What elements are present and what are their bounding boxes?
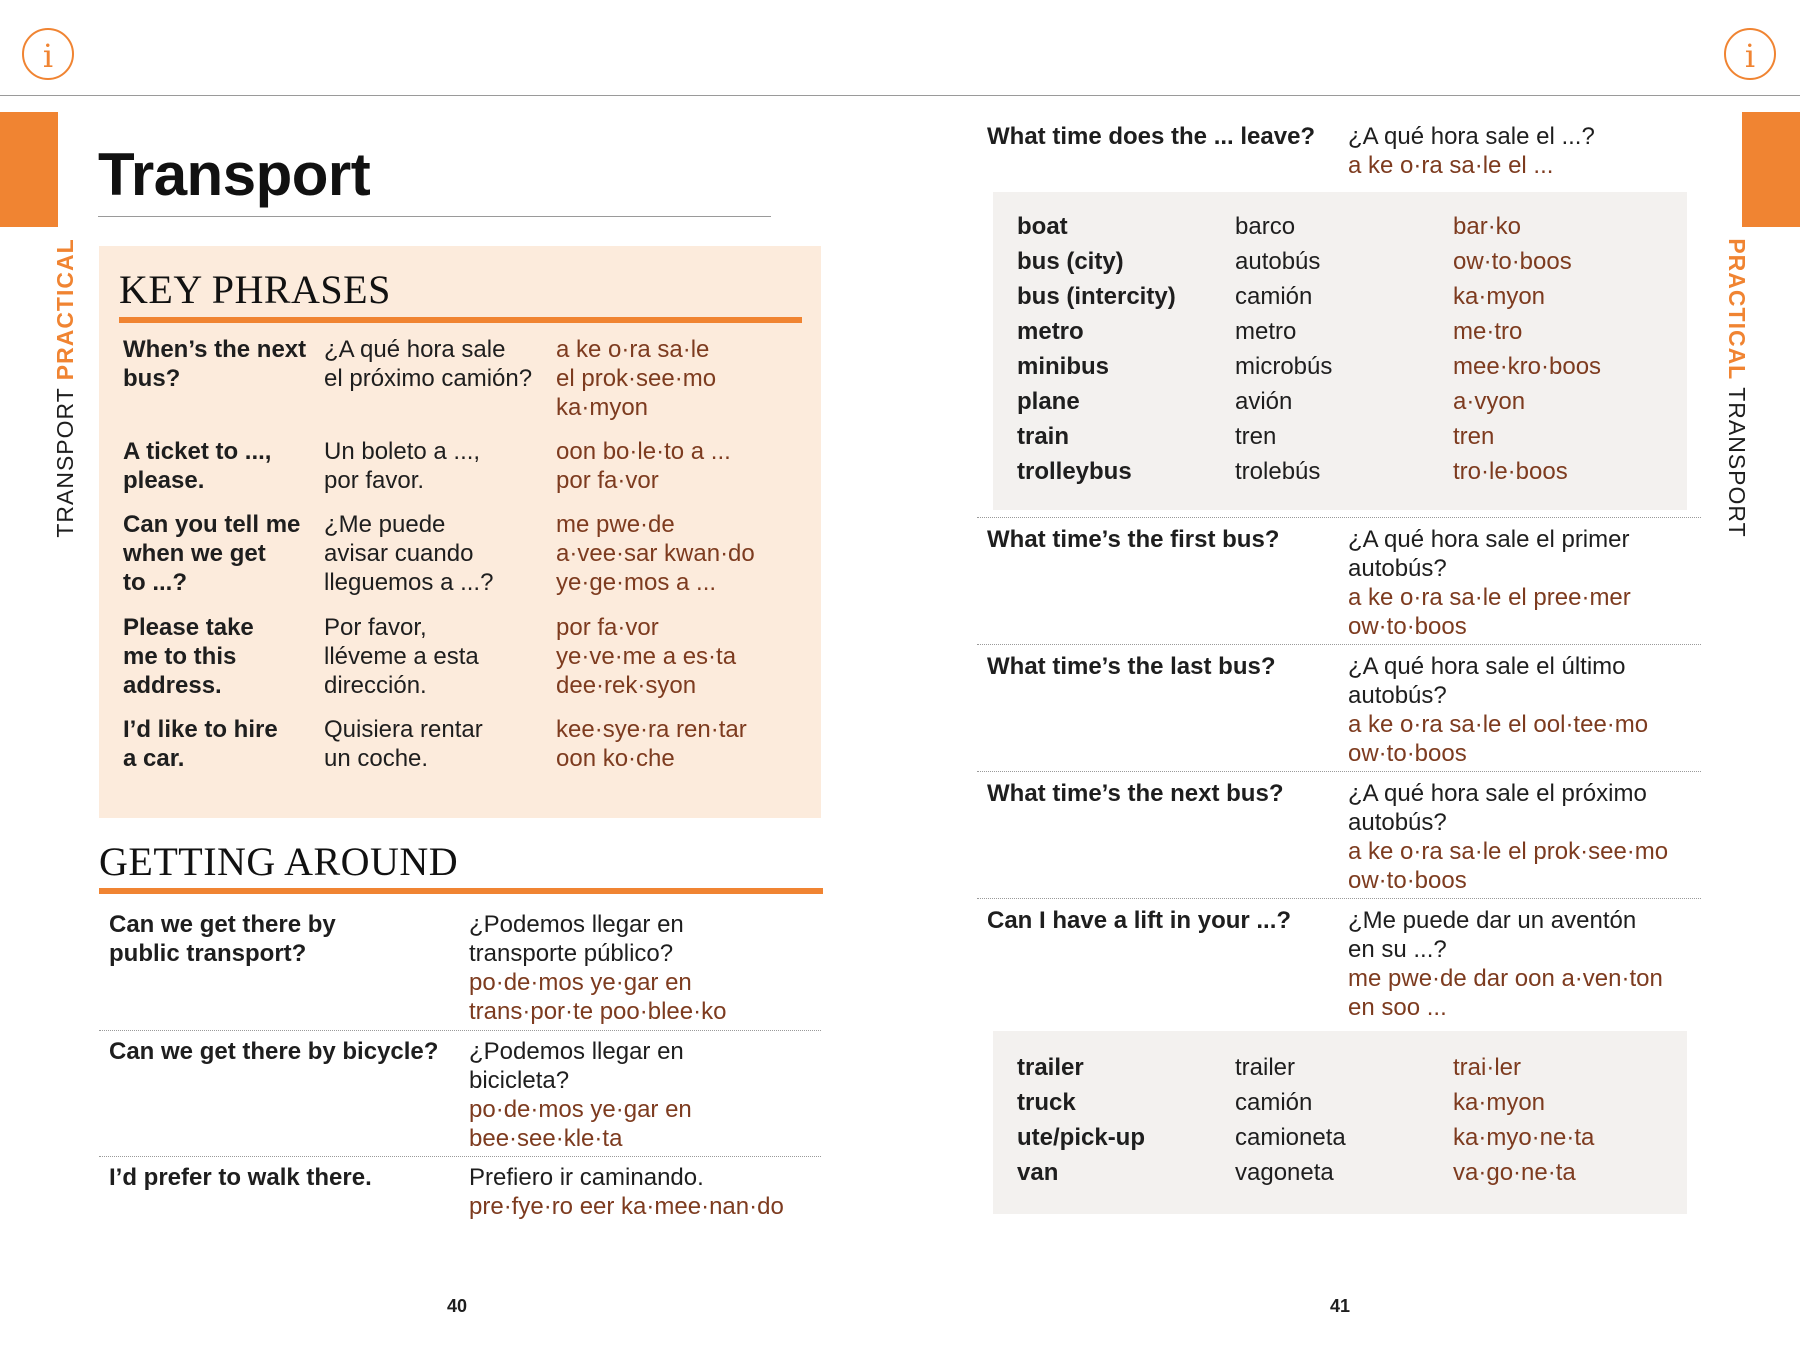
phrase-line: When’s the next (123, 336, 307, 363)
side-tab-marker-left (0, 112, 58, 227)
vehicle-en: truck (1017, 1089, 1076, 1116)
phrase-line: dee·rek·syon (556, 672, 697, 699)
phrase-line: Please take (123, 614, 254, 641)
getting-around-heading: GETTING AROUND (99, 839, 459, 884)
page-number-right: 41 (1330, 1296, 1351, 1316)
phrase-en (109, 1037, 438, 1066)
phrase-pronunciation: a ke o·ra sa·le el prok·see·mo (1348, 838, 1669, 865)
vehicle-pronunciation: tren (1453, 423, 1495, 450)
row-divider (977, 517, 1701, 518)
phrase-en: What time’s the last bus? (987, 653, 1276, 680)
phrase-es (324, 715, 483, 773)
phrase-pronunciation: a ke o·ra sa·le el pree·mer (1348, 584, 1631, 611)
phrase-line: a ke o·ra sa·le (556, 336, 710, 363)
vehicle-en: trailer (1017, 1054, 1084, 1081)
phrase-line: Can we get there by bicycle? (109, 1038, 439, 1065)
phrase-en (123, 437, 271, 495)
phrase-line: oon ko·che (556, 745, 675, 772)
vehicle-pronunciation: ka·myon (1453, 1089, 1546, 1116)
vehicle-en: bus (intercity) (1017, 283, 1176, 310)
phrase-line: to ...? (123, 569, 187, 596)
phrase-es (324, 335, 532, 393)
key-phrases-heading: KEY PHRASES (119, 267, 391, 312)
vehicle-es: avión (1235, 388, 1293, 415)
phrase-pronunciation (556, 715, 747, 773)
phrase-line: me to this (123, 643, 237, 670)
phrase-en (109, 910, 336, 968)
phrase-pronunciation: a ke o·ra sa·le el ool·tee·mo (1348, 711, 1649, 738)
phrase-line: please. (123, 467, 205, 494)
vehicle-pronunciation: ka·myo·ne·ta (1453, 1124, 1595, 1151)
vehicle-pronunciation: bar·ko (1453, 213, 1522, 240)
phrase-pronunciation: trans·por·te poo·blee·ko (469, 998, 727, 1025)
phrase-en: What time’s the next bus? (987, 780, 1284, 807)
row-divider (977, 771, 1701, 772)
vehicle-en: trolleybus (1017, 458, 1132, 485)
vehicle-pronunciation: va·go·ne·ta (1453, 1159, 1576, 1186)
phrase-pronunciation (556, 437, 731, 495)
vehicle-es: barco (1235, 213, 1296, 240)
phrase-pronunciation (556, 613, 736, 700)
phrase-line: Un boleto a ..., (324, 438, 481, 465)
phrase-line: Quisiera rentar (324, 716, 483, 743)
phrase-pronunciation: po·de·mos ye·gar en (469, 1096, 692, 1123)
phrase-line: Por favor, (324, 614, 427, 641)
phrase-es: autobús? (1348, 555, 1447, 582)
phrase-line: me pwe·de (556, 511, 675, 538)
phrase-line: a car. (123, 745, 185, 772)
vehicle-es: tren (1235, 423, 1277, 450)
phrase-line: bus? (123, 365, 181, 392)
phrase-en (123, 613, 254, 700)
title-divider (98, 216, 771, 217)
phrase-es: transporte público? (469, 940, 674, 967)
phrase-line: when we get (123, 540, 266, 567)
phrase-line: ¿Me puede (324, 511, 446, 538)
side-tab-category: PRACTICAL (1724, 238, 1750, 381)
getting-around-rule (99, 888, 823, 894)
vehicle-pronunciation: ka·myon (1453, 283, 1546, 310)
phrase-en (123, 510, 300, 597)
phrase-es: ¿A qué hora sale el último (1348, 653, 1626, 680)
phrase-en (123, 335, 306, 393)
phrase-es: ¿Me puede dar un aventón (1348, 907, 1637, 934)
phrase-line: dirección. (324, 672, 427, 699)
info-icon: i (1724, 28, 1776, 80)
side-tab-left (52, 238, 79, 537)
info-icon: i (22, 28, 74, 80)
phrase-pronunciation: ow·to·boos (1348, 867, 1467, 894)
phrase-translation (469, 910, 726, 1026)
phrase-line: Can we get there by (109, 911, 336, 938)
phrase-pronunciation: me pwe·de dar oon a·ven·ton (1348, 965, 1663, 992)
phrase-line: el próximo camión? (324, 365, 533, 392)
phrase-es: en su ...? (1348, 936, 1447, 963)
phrase-es: bicicleta? (469, 1067, 570, 1094)
phrase-line: lleguemos a ...? (324, 569, 494, 596)
vehicle-pronunciation: mee·kro·boos (1453, 353, 1602, 380)
side-tab-section: TRANSPORT (52, 387, 78, 538)
phrase-line: Can you tell me (123, 511, 301, 538)
phrase-line: por fa·vor (556, 614, 659, 641)
phrase-line: I’d prefer to walk there. (109, 1164, 372, 1191)
vehicle-en: plane (1017, 388, 1080, 415)
key-phrases-rule (119, 317, 802, 323)
vehicle-es: camión (1235, 283, 1313, 310)
phrase-pronunciation (556, 335, 716, 422)
phrase-en (109, 1163, 372, 1192)
vehicle-en: van (1017, 1159, 1059, 1186)
side-tab-section: TRANSPORT (1724, 387, 1750, 538)
phrase-line: avisar cuando (324, 540, 474, 567)
vehicle-en: metro (1017, 318, 1084, 345)
phrase-pronunciation: en soo ... (1348, 994, 1447, 1021)
phrase-line: ye·ge·mos a ... (556, 569, 717, 596)
phrase-line: kee·sye·ra ren·tar (556, 716, 747, 743)
phrase-translation (1348, 779, 1668, 895)
phrase-line: por favor. (324, 467, 425, 494)
side-tab-right (1723, 238, 1750, 537)
phrase-es: ¿A qué hora sale el ...? (1348, 123, 1595, 150)
vehicle-pronunciation: ow·to·boos (1453, 248, 1572, 275)
vehicle-en: train (1017, 423, 1070, 450)
phrase-line: ye·ve·me a es·ta (556, 643, 737, 670)
phrase-pronunciation: po·de·mos ye·gar en (469, 969, 692, 996)
phrase-line: por fa·vor (556, 467, 659, 494)
phrase-line: ¿A qué hora sale (324, 336, 506, 363)
phrase-es: ¿A qué hora sale el próximo (1348, 780, 1647, 807)
phrase-line: address. (123, 672, 222, 699)
side-tab-category: PRACTICAL (52, 238, 78, 381)
phrase-pronunciation: bee·see·kle·ta (469, 1125, 623, 1152)
phrase-pronunciation (556, 510, 755, 597)
vehicle-en: minibus (1017, 353, 1110, 380)
side-tab-marker-right (1742, 112, 1800, 227)
phrase-es: autobús? (1348, 682, 1447, 709)
vehicle-pronunciation: a·vyon (1453, 388, 1526, 415)
vehicle-en: boat (1017, 213, 1068, 240)
vehicle-es: camión (1235, 1089, 1313, 1116)
phrase-pronunciation: ow·to·boos (1348, 740, 1467, 767)
phrase-es (324, 613, 479, 700)
phrase-line: lléveme a esta (324, 643, 479, 670)
vehicle-es: metro (1235, 318, 1297, 345)
phrase-es (324, 437, 480, 495)
phrase-line: oon bo·le·to a ... (556, 438, 731, 465)
phrase-line: un coche. (324, 745, 429, 772)
phrase-translation (1348, 652, 1648, 768)
phrase-line: I’d like to hire (123, 716, 278, 743)
phrase-line: ka·myon (556, 394, 649, 421)
vehicle-es: vagoneta (1235, 1159, 1334, 1186)
phrase-es: autobús? (1348, 809, 1447, 836)
phrase-en: What time does the ... leave? (987, 123, 1316, 150)
phrase-es: ¿Podemos llegar en (469, 1038, 684, 1065)
phrase-translation (469, 1163, 784, 1221)
row-divider (977, 644, 1701, 645)
phrase-es: ¿Podemos llegar en (469, 911, 684, 938)
phrase-pronunciation: pre·fye·ro eer ka·mee·nan·do (469, 1193, 784, 1220)
vehicle-en: bus (city) (1017, 248, 1124, 275)
header-divider (0, 95, 1800, 96)
vehicle-pronunciation: trai·ler (1453, 1054, 1522, 1081)
phrase-es (324, 510, 493, 597)
page-number-left: 40 (447, 1296, 468, 1316)
phrase-es: ¿A qué hora sale el primer (1348, 526, 1630, 553)
vehicle-es: camioneta (1235, 1124, 1346, 1151)
phrase-line: public transport? (109, 940, 307, 967)
vehicle-pronunciation: tro·le·boos (1453, 458, 1568, 485)
phrase-en (123, 715, 278, 773)
phrase-pronunciation: ow·to·boos (1348, 613, 1467, 640)
phrase-translation (1348, 525, 1631, 641)
phrase-pronunciation: a ke o·ra sa·le el ... (1348, 152, 1554, 179)
phrase-line: el prok·see·mo (556, 365, 717, 392)
phrase-translation (469, 1037, 692, 1153)
vehicle-en: ute/pick-up (1017, 1124, 1146, 1151)
phrase-translation (1348, 906, 1663, 1022)
vehicle-es: microbús (1235, 353, 1333, 380)
phrase-en: Can I have a lift in your ...? (987, 907, 1292, 934)
phrase-line: a·vee·sar kwan·do (556, 540, 755, 567)
phrase-en: What time’s the first bus? (987, 526, 1280, 553)
vehicle-es: trailer (1235, 1054, 1296, 1081)
vehicle-es: autobús (1235, 248, 1321, 275)
phrase-line: A ticket to ..., (123, 438, 272, 465)
vehicle-pronunciation: me·tro (1453, 318, 1523, 345)
row-divider (99, 1030, 821, 1031)
page-title: Transport (98, 141, 371, 208)
vehicle-es: trolebús (1235, 458, 1321, 485)
row-divider (977, 898, 1701, 899)
row-divider (99, 1156, 821, 1157)
phrase-es: Prefiero ir caminando. (469, 1164, 704, 1191)
phrase-translation (1348, 122, 1595, 180)
